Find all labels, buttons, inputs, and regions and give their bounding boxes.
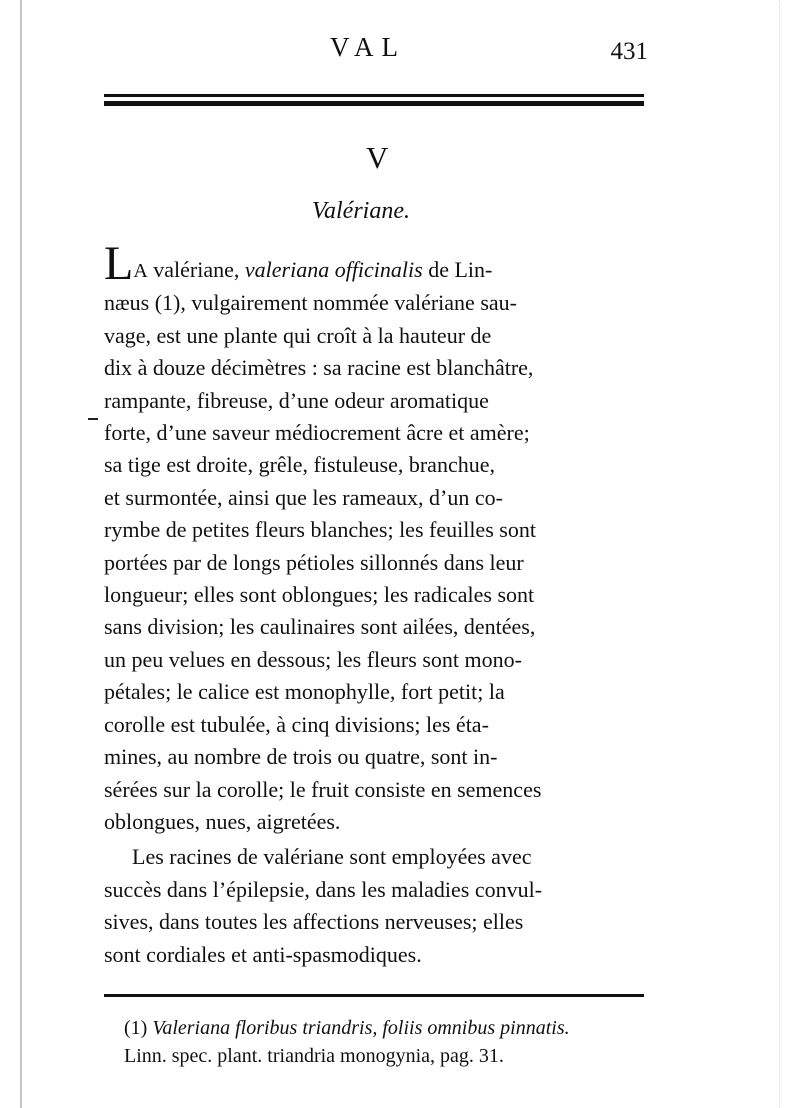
article-line-4: dix à douze décimètres : sa racine est blanchâtre,: [104, 355, 534, 381]
right-page-gutter: [763, 0, 780, 1108]
footnote-marker: (1): [124, 1017, 148, 1039]
paragraph-2-line-4: sont cordiales et anti-spasmodiques.: [104, 941, 422, 967]
article-line-8: et surmontée, ainsi que les rameaux, d’un co-: [104, 484, 503, 510]
article-line-17: sérées sur la corolle; le fruit consiste en semences: [104, 776, 542, 802]
article-line-1-after: de Lin-: [422, 257, 493, 282]
article-line-15: corolle est tubulée, à cinq divisions; les éta-: [104, 711, 489, 737]
footnote-line-2: Linn. spec. plant. triandria monogynia, pag. 31.: [124, 1045, 504, 1067]
running-head: VAL: [330, 32, 407, 62]
paragraph-2-line-1: Les racines de valériane sont employées avec: [132, 844, 532, 870]
article-line-6: forte, d’une saveur médiocrement âcre et amère;: [104, 420, 530, 446]
margin-mark: [88, 418, 98, 420]
article-line-14: pétales; le calice est monophylle, fort petit; la: [104, 679, 505, 705]
header-rule: [104, 94, 644, 106]
page-number: 431: [610, 38, 648, 65]
article-line-18: oblongues, nues, aigretées.: [104, 808, 341, 834]
article-line-1-before: valériane,: [147, 257, 245, 282]
section-letter: V: [366, 140, 389, 175]
article-line-9: rymbe de petites fleurs blanches; les feuilles sont: [104, 517, 536, 543]
footnote-rule: [104, 994, 644, 997]
footnote: [124, 1014, 644, 1070]
small-caps-text: A: [133, 260, 148, 282]
footnote-line-1: [124, 1014, 644, 1042]
article-line-10: portées par de longs pétioles sillonnés dans leur: [104, 549, 524, 575]
botanical-name: valeriana officinalis: [244, 257, 423, 282]
article-line-5: rampante, fibreuse, d’une odeur aromatique: [104, 387, 489, 413]
footnote-latin-text: Valeriana floribus triandris, foliis omnibus pinnatis.: [152, 1017, 570, 1039]
drop-cap: L: [104, 237, 134, 290]
article-line-16: mines, au nombre de trois ou quatre, sont in-: [104, 744, 498, 770]
paragraph-2-line-3: sives, dans toutes les affections nerveuses; elles: [104, 909, 524, 935]
article-text: [104, 237, 644, 971]
article-line-11: longueur; elles sont oblongues; les radicales sont: [104, 582, 535, 608]
article-line-2: næus (1), vulgairement nommée valériane sau-: [104, 290, 517, 316]
entry-title: Valériane.: [312, 198, 410, 224]
book-page: [104, 28, 652, 1067]
article-line-3: vage, est une plante qui croît à la hauteur de: [104, 322, 492, 348]
article-line-12: sans division; les caulinaires sont ailées, dentées,: [104, 614, 536, 640]
paragraph-2-line-2: succès dans l’épilepsie, dans les maladies convul-: [104, 876, 543, 902]
article-line-1: [104, 237, 644, 290]
left-page-gutter: [20, 0, 42, 1108]
article-line-7: sa tige est droite, grêle, fistuleuse, branchue,: [104, 452, 495, 478]
page-header: [104, 28, 652, 78]
article-line-13: un peu velues en dessous; les fleurs sont mono-: [104, 646, 522, 672]
